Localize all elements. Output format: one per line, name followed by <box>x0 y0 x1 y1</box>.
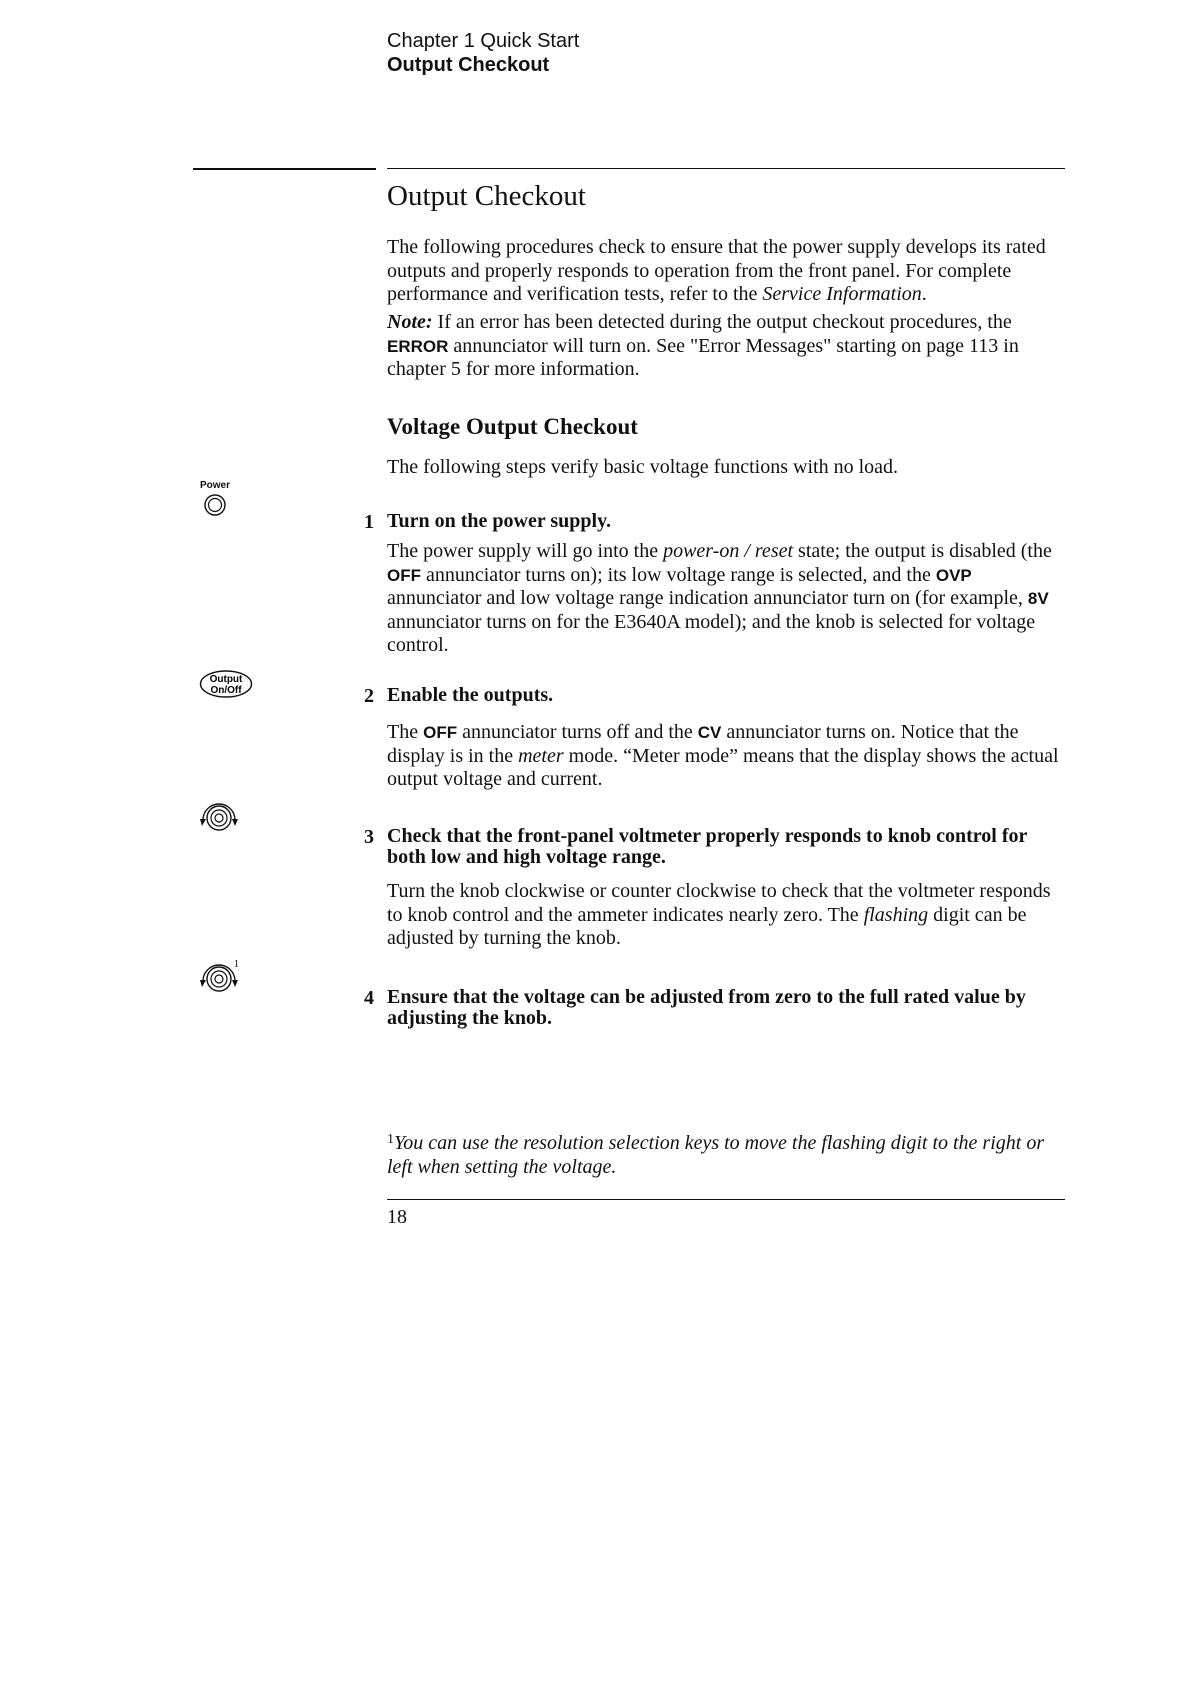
step-3-heading: Check that the front-panel voltmeter properly responds to knob control for both low and high voltage range. <box>387 825 1027 868</box>
output-label: Output <box>209 674 243 685</box>
step-3-number: 3 <box>364 826 374 848</box>
knob-rotate-footnote-icon <box>197 958 243 996</box>
knob-rotate-icon <box>197 800 241 836</box>
annunciator-ovp: OVP <box>935 565 972 585</box>
note-paragraph: Note: If an error has been detected during the output checkout procedures, the ERROR annunciator will turn on. See "Error Messages" starting on page 113 in chapter 5 for more information. <box>387 311 1019 380</box>
step-4-number: 4 <box>364 987 374 1009</box>
power-button-icon <box>198 480 234 520</box>
annunciator-8v: 8V <box>1027 589 1049 608</box>
intro-paragraph: The following procedures check to ensure that the power supply develops its rated outputs and properly responds to operation from the front panel. For complete performance and verification tests, refer to the Service Information. <box>387 236 1046 305</box>
power-circle-icon <box>204 494 226 516</box>
step-1-heading: Turn on the power supply. <box>387 510 611 532</box>
footnote-mark: 1 <box>387 1132 394 1147</box>
annunciator-error: ERROR <box>387 336 449 356</box>
step-3-body: Turn the knob clockwise or counter clockwise to check that the voltmeter responds to knob control and the ammeter indicates nearly zero. The flashing digit can be adjusted by turning the knob. <box>387 880 1051 949</box>
note-label: Note: <box>387 311 433 333</box>
page-number: 18 <box>387 1206 407 1228</box>
section-divider-left <box>193 168 376 170</box>
step-2-number: 2 <box>364 685 374 707</box>
page-title: Output Checkout <box>387 180 586 212</box>
step-4-heading: Ensure that the voltage can be adjusted from zero to the full rated value by adjusting the knob. <box>387 986 1026 1029</box>
running-header-chapter: Chapter 1 Quick Start <box>387 30 580 52</box>
footnote: $^1$You can use the resolution selection keys to move the flashing digit to the right or left when setting the voltage. <box>387 1132 1045 1178</box>
section-divider-right <box>387 168 1065 169</box>
step-1-number: 1 <box>364 511 374 533</box>
annunciator-off: OFF <box>387 565 421 585</box>
on-off-label: On/Off <box>210 685 242 696</box>
step-2-heading: Enable the outputs. <box>387 684 554 706</box>
footer-rule <box>387 1199 1065 1200</box>
footnote-marker: 1 <box>234 959 239 970</box>
power-label: Power <box>200 480 231 491</box>
subsection-intro: The following steps verify basic voltage functions with no load. <box>387 456 899 478</box>
step-1-body: The power supply will go into the power-on / reset state; the output is disabled (the OFF annunciator turns on); its low voltage range is selected, and the OVP annunciator and low voltage range indication annunciator turn on (for example, 8V annunciator turns on for the E3640A model); and the knob is selected for voltage control. <box>387 540 1052 656</box>
output-on-off-button-icon <box>199 669 255 699</box>
step-2-body: The OFF annunciator turns off and the CV annunciator turns on. Notice that the display is in the meter mode. “Meter mode” means that the display shows the actual output voltage and current. <box>387 721 1059 790</box>
annunciator-cv: CV <box>697 723 722 742</box>
subsection-title: Voltage Output Checkout <box>387 414 638 439</box>
running-header-section: Output Checkout <box>387 54 550 76</box>
annunciator-off: OFF <box>423 723 458 742</box>
